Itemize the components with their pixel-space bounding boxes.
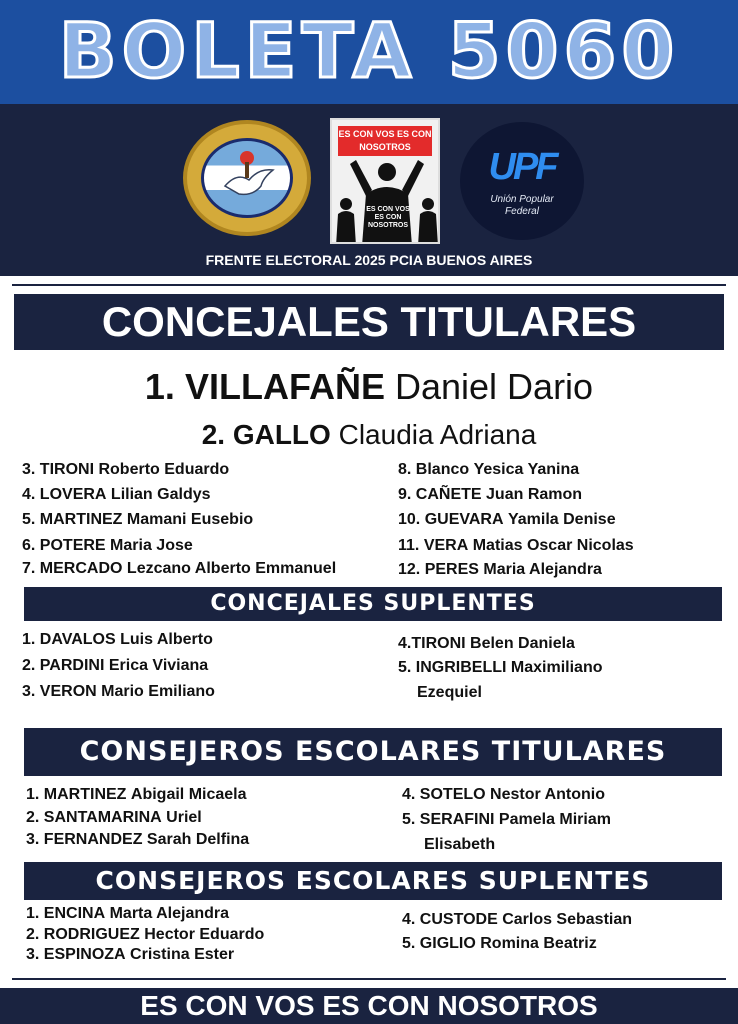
candidate-row: 5. SERAFINI Pamela Miriam [402,811,611,828]
candidate-row: 3. FERNANDEZ Sarah Delfina [26,831,250,848]
lead-number: 2. [201,419,226,450]
candidate-row: 1. DAVALOS Luis Alberto [22,631,213,648]
candidate-row: 2. PARDINI Erica Viviana [22,657,209,674]
partido-republicano-federal-logo [183,120,311,236]
frame-top-rule [12,284,726,286]
candidate-row: 3. ESPINOZA Cristina Ester [26,946,235,963]
candidate-row: 10. GUEVARA Yamila Denise [398,511,616,528]
footer-slogan: ES CON VOS ES CON NOSOTROS [0,988,738,1024]
candidate-row: 6. POTERE Maria Jose [22,537,193,554]
candidate-row: 5. GIGLIO Romina Beatriz [402,935,597,952]
upf-name: Unión Popular Federal [490,194,554,217]
candidate-row: 2. RODRIGUEZ Hector Eduardo [26,926,265,943]
candidate-row: 2. SANTAMARINA Uriel [26,809,202,826]
candidate-row: 4. SOTELO Nestor Antonio [402,786,605,803]
section-concejales-titulares: CONCEJALES TITULARES [14,294,724,350]
candidate-row: 5. INGRIBELLI Maximiliano [398,659,603,676]
frame-bottom-rule [12,978,726,980]
upf-mark: UPF [488,146,556,188]
ballot-title: BOLETA 5060 [58,6,680,95]
lead-given: Claudia Adriana [338,419,537,450]
candidate-row: 1. MARTINEZ Abigail Micaela [26,786,247,803]
dove-icon [187,124,307,232]
candidate-row: 4. CUSTODE Carlos Sebastian [402,911,633,928]
candidate-row-continuation: Ezequiel [417,684,482,701]
candidate-row: 4.TIRONI Belen Daniela [398,635,575,652]
candidate-row: 4. LOVERA Lilian Galdys [22,486,211,503]
frente-electoral-caption: FRENTE ELECTORAL 2025 PCIA BUENOS AIRES [205,252,533,268]
candidate-row: 7. MERCADO Lezcano Alberto Emmanuel [22,560,337,577]
candidate-row: 3. VERON Mario Emiliano [22,683,215,700]
candidate-row: 8. Blanco Yesica Yanina [398,461,580,478]
lead-surname: GALLO [232,419,331,450]
lead-candidate-2 [0,418,738,452]
candidate-row: 1. ENCINA Marta Alejandra [26,905,230,922]
lead-number: 1. [144,366,175,407]
union-popular-federal-logo [460,122,584,240]
candidate-row: 12. PERES Maria Alejandra [398,561,602,578]
poster-shirt-text: ES CON VOS ES CON NOSOTROS [366,206,410,229]
poster-headline: ES CON VOS ES CON NOSOTROS [338,126,432,156]
section-consejeros-titulares: CONSEJEROS ESCOLARES TITULARES [24,728,722,776]
candidate-row: 11. VERA Matias Oscar Nicolas [398,537,634,554]
candidate-row: 3. TIRONI Roberto Eduardo [22,461,230,478]
lead-surname: VILLAFAÑE [184,366,385,407]
section-concejales-suplentes: CONCEJALES SUPLENTES [24,587,722,621]
candidate-row: 5. MARTINEZ Mamani Eusebio [22,511,254,528]
lead-given: Daniel Dario [394,366,594,407]
candidate-row: 9. CAÑETE Juan Ramon [398,486,583,503]
es-con-vos-poster-logo [330,118,440,244]
section-consejeros-suplentes: CONSEJEROS ESCOLARES SUPLENTES [24,862,722,900]
lead-candidate-1 [0,365,738,409]
candidate-row-continuation: Elisabeth [424,836,496,853]
